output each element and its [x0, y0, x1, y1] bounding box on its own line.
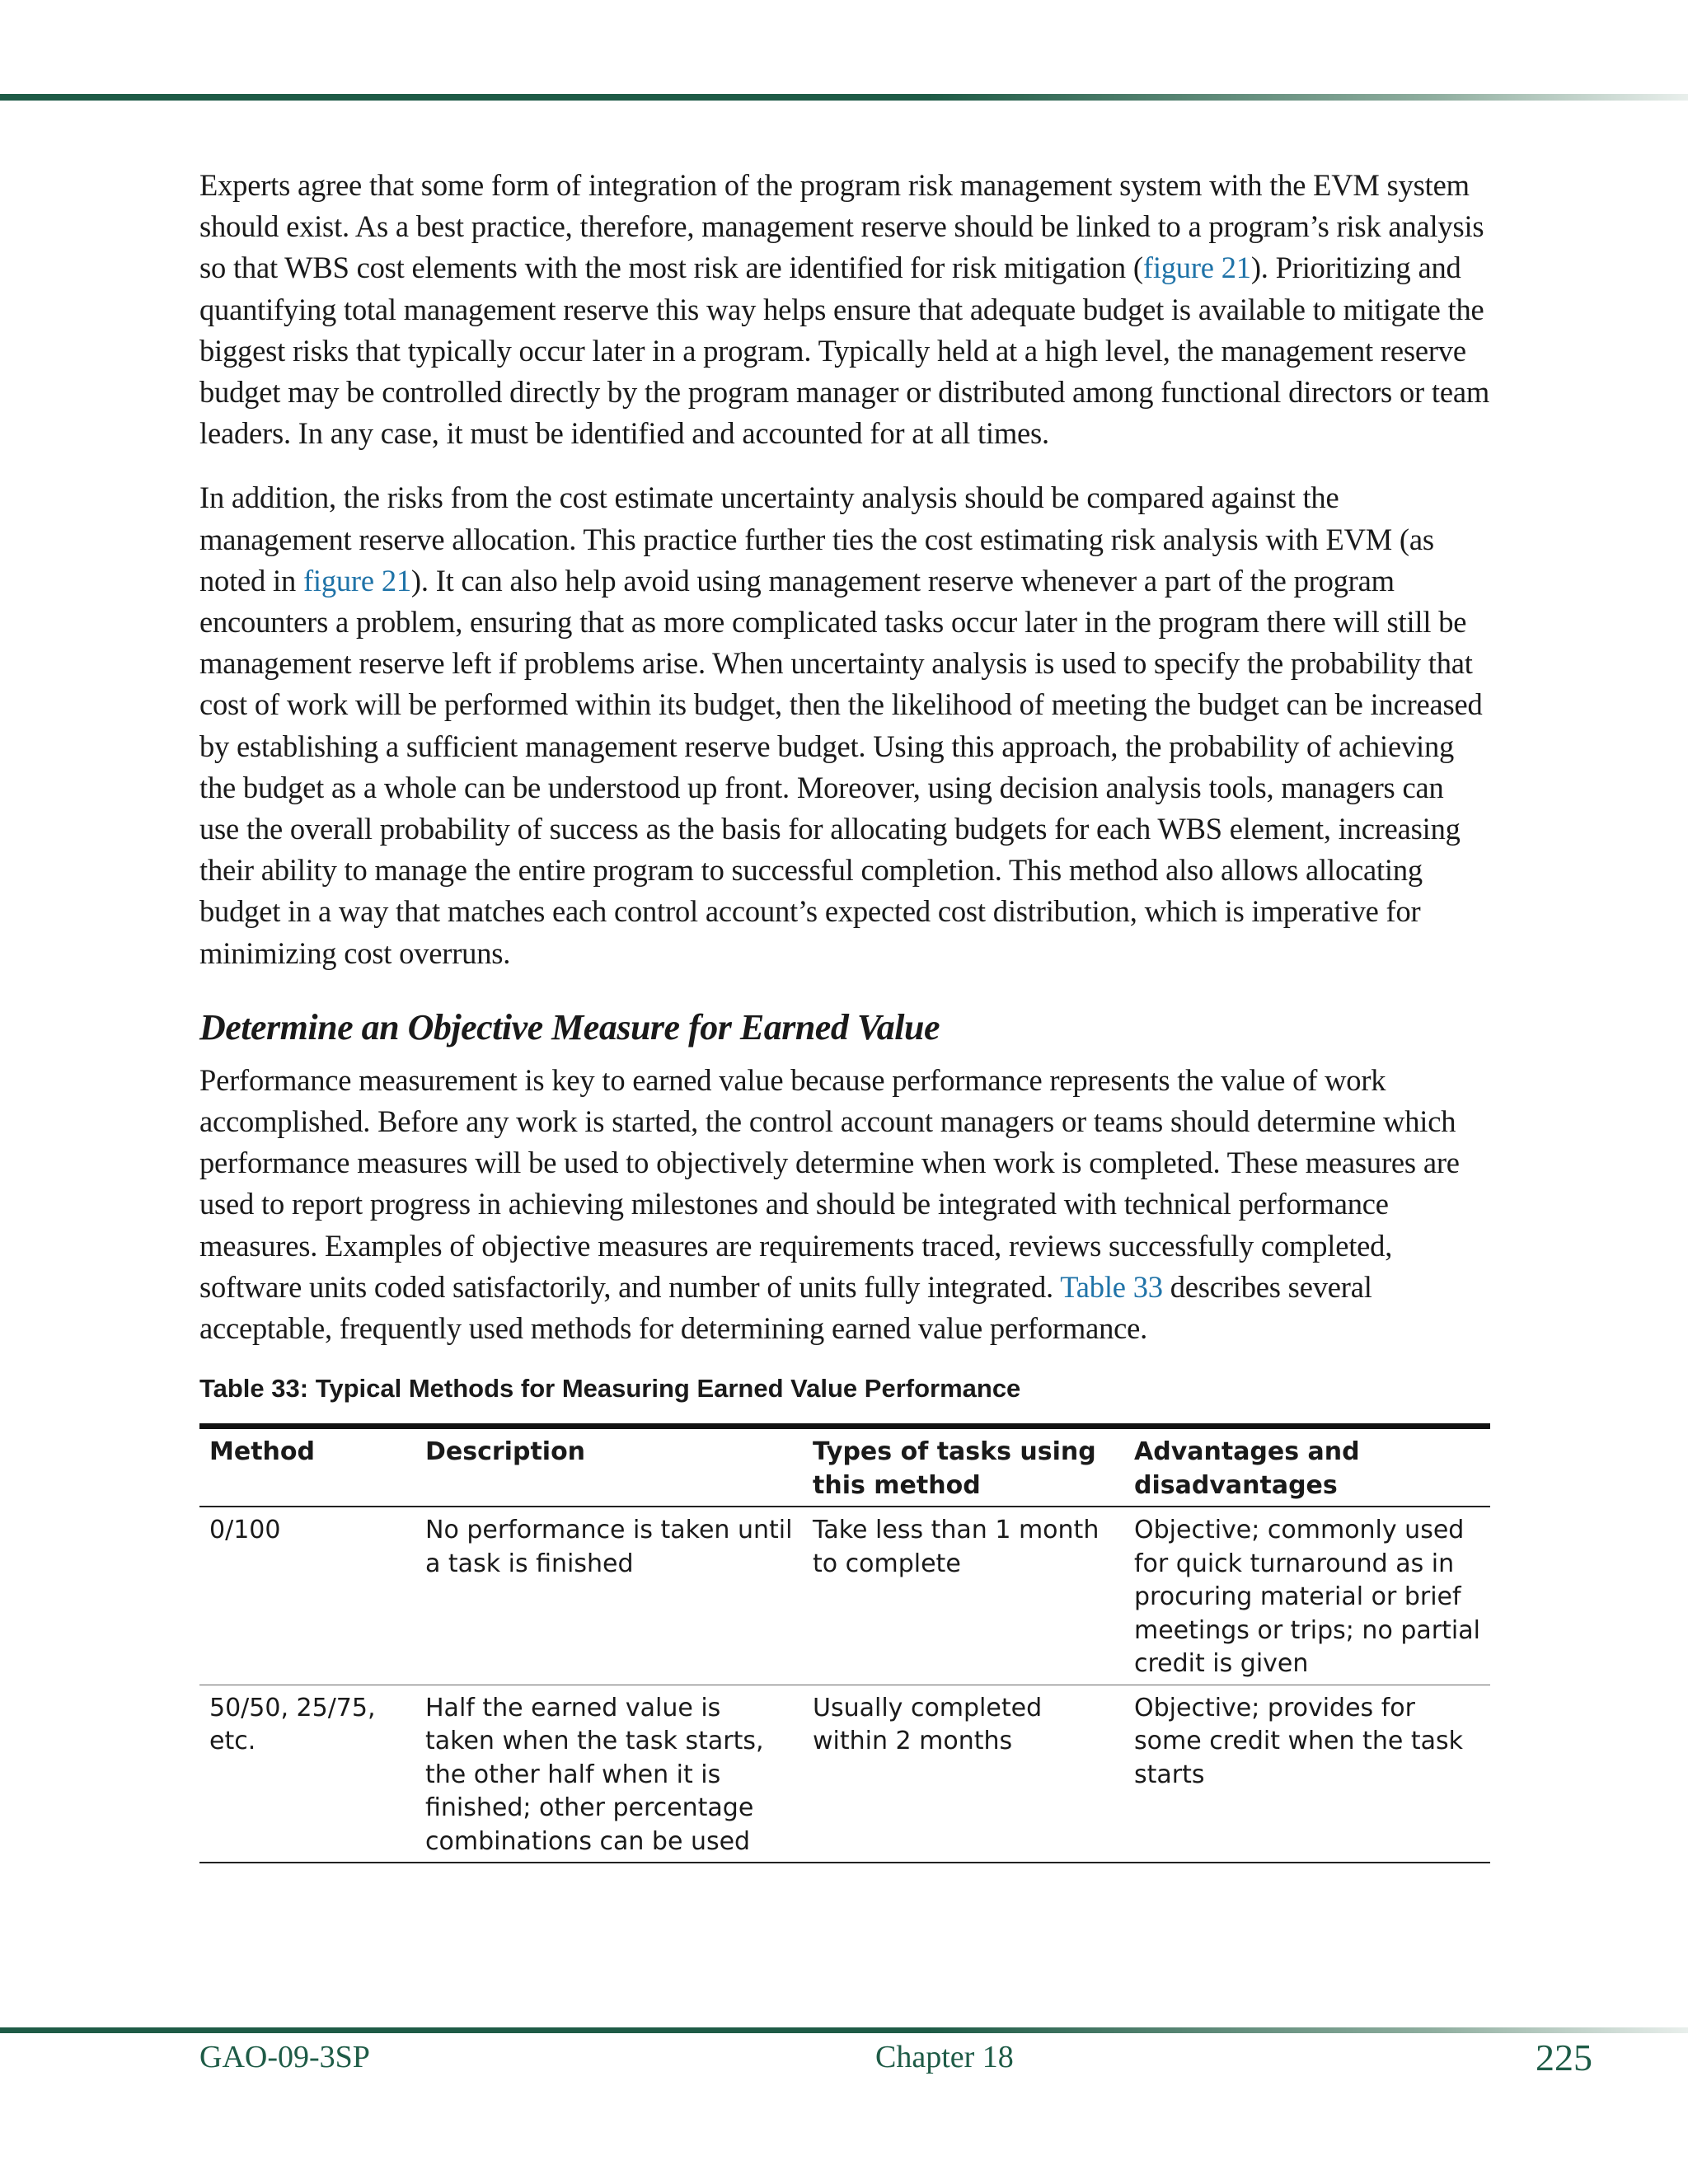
table-33-link[interactable]: Table 33: [1060, 1269, 1163, 1304]
page-footer: [199, 2036, 1592, 2080]
cell-types: Usually completed within 2 months: [803, 1685, 1124, 1863]
figure-21-link[interactable]: figure 21: [302, 563, 411, 598]
cell-description: No performance is taken until a task is finished: [425, 1516, 793, 1578]
cell-description: Half the earned value is taken when the task starts, the other half when it is finished; other percentage combinations can be used: [415, 1685, 803, 1863]
cell-method: 50/50, 25/75, etc.: [199, 1685, 415, 1863]
table-header-row: [199, 1427, 1490, 1507]
header-advantages: Advantages and disadvantages: [1124, 1427, 1490, 1507]
header-types: Types of tasks using this method: [803, 1427, 1124, 1507]
page-content: [199, 165, 1490, 1863]
table-row: [199, 1685, 1490, 1863]
section-heading: Determine an Objective Measure for Earned Value: [199, 1006, 940, 1047]
table-row: [199, 1507, 1490, 1685]
footer-page-number: 225: [1536, 2036, 1592, 2079]
cell-advantages: Objective; provides for some credit when the task starts: [1124, 1685, 1490, 1863]
cell-method: 0/100: [209, 1516, 281, 1545]
paragraph-management-reserve: Experts agree that some form of integration of the program risk management system with the EVM system should exist. As a best practice, therefore, management reserve should be linked to a program’s risk analysis so that WBS cost elements with the most risk are identified for risk mitigation (figure 21). Prioritizing and quantifying total management reserve this way helps ensure that adequate budget is available to mitigate the biggest risks that typically occur later in a program. Typically held at a high level, the management reserve budget may be controlled directly by the program manager or distributed among functional directors or team leaders. In any case, it must be identified and accounted for at all times.: [199, 168, 1490, 451]
footer-chapter: Chapter 18: [875, 2040, 1014, 2074]
cell-types: Take less than 1 month to complete: [813, 1516, 1100, 1578]
cell-advantages: Objective; commonly used for quick turnaround as in procuring material or brief meetings or trips; no partial credit is given: [1134, 1516, 1480, 1679]
footer-doc-id: GAO-09-3SP: [199, 2040, 370, 2074]
header-method: Method: [199, 1427, 415, 1507]
earned-value-methods-table: [199, 1423, 1490, 1863]
footer-rule: [0, 2027, 1688, 2033]
header-description: Description: [415, 1427, 803, 1507]
figure-21-link[interactable]: figure 21: [1142, 251, 1251, 285]
paragraph-uncertainty-analysis: In addition, the risks from the cost estimate uncertainty analysis should be compared against the management reserve allocation. This practice further ties the cost estimating risk analysis with EVM (as noted in figure 21). It can also help avoid using management reserve whenever a part of the program encounters a problem, ensuring that as more complicated tasks occur later in the program there will still be management reserve left if problems arise. When uncertainty analysis is used to specify the probability that cost of work will be performed within its budget, then the likelihood of meeting the budget can be increased by establishing a sufficient management reserve budget. Using this approach, the probability of achieving the budget as a whole can be understood up front. Moreover, using decision analysis tools, managers can use the overall probability of success as the basis for allocating budgets for each WBS element, increasing their ability to manage the entire program to successful completion. This method also allows allocating budget in a way that matches each control account’s expected cost distribution, which is imperative for minimizing cost overruns.: [199, 480, 1483, 970]
paragraph-performance-measurement: Performance measurement is key to earned value because performance represents the value of work accomplished. Before any work is started, the control account managers or teams should determine which performance measures will be used to objectively determine when work is completed. These measures are used to report progress in achieving milestones and should be integrated with technical performance measures. Examples of objective measures are requirements traced, reviews successfully completed, software units coded satisfactorily, and number of units fully integrated. Table 33 describes several acceptable, frequently used methods for determining earned value performance.: [199, 1062, 1460, 1346]
header-rule: [0, 94, 1688, 101]
table-caption: Table 33: Typical Methods for Measuring Earned Value Performance: [199, 1374, 1021, 1404]
